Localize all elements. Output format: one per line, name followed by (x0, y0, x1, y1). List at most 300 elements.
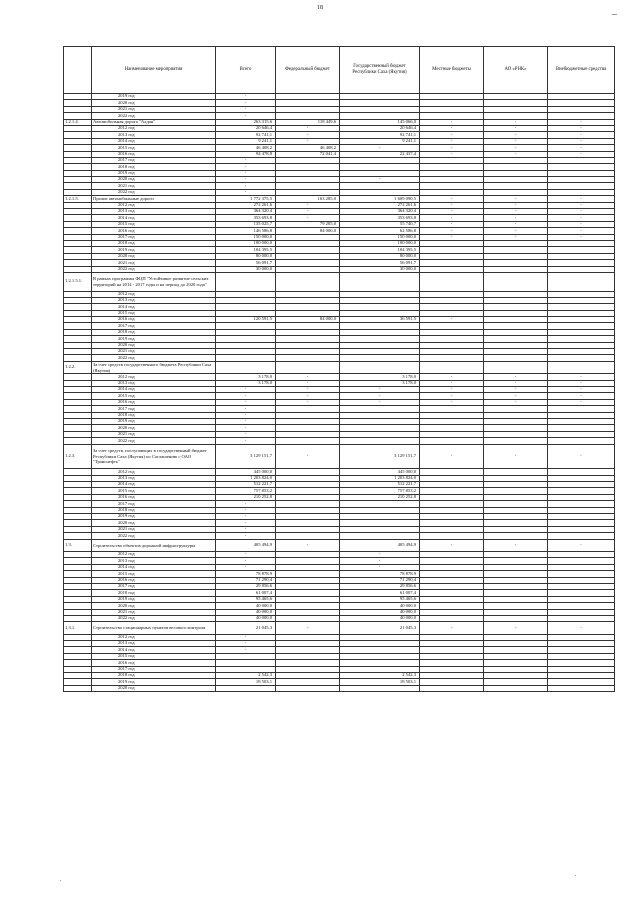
total-cell: - (216, 412, 276, 418)
offbudget-cell: - (548, 539, 615, 551)
republic-cell: 100 000,0 (340, 240, 420, 246)
year-label: 2021 год (92, 609, 216, 615)
total-cell: - (216, 552, 276, 558)
republic-cell: 40 000,0 (340, 615, 420, 621)
republic-cell: 21 045,3 (340, 622, 420, 634)
local-cell: - (420, 399, 484, 405)
local-cell: - (420, 125, 484, 131)
total-cell: - (216, 170, 276, 176)
total-cell: - (216, 526, 276, 532)
total-cell: 364 320,4 (216, 209, 276, 215)
republic-cell: 364 320,4 (340, 209, 420, 215)
year-label: 2017 год (92, 234, 216, 240)
year-label: 2015 год (92, 145, 216, 151)
federal-cell: - (276, 138, 340, 144)
total-cell: 210 252,8 (216, 494, 276, 500)
federal-cell: - (276, 125, 340, 131)
company-cell: - (484, 380, 548, 386)
total-cell: 1 203 824,0 (216, 475, 276, 481)
company-cell: - (484, 234, 548, 240)
year-label: 2013 год (92, 380, 216, 386)
company-cell: - (484, 399, 548, 405)
year-label: 2015 год (92, 653, 216, 659)
total-cell: 120 591,5 (216, 317, 276, 323)
local-cell: - (420, 380, 484, 386)
total-cell: 3 129 151,7 (216, 444, 276, 469)
total-cell: 150 000,0 (216, 234, 276, 240)
local-cell (420, 361, 484, 373)
offbudget-cell: - (548, 380, 615, 386)
republic-cell: - (340, 552, 420, 558)
total-cell: 3 178,0 (216, 380, 276, 386)
total-cell: - (216, 157, 276, 163)
year-label: 2022 год (92, 533, 216, 539)
header-total: Всего (216, 47, 276, 94)
total-cell: - (216, 514, 276, 520)
offbudget-cell: - (548, 221, 615, 227)
federal-cell: - (276, 374, 340, 380)
header-local: Местные бюджеты (420, 47, 484, 94)
year-label: 2012 год (92, 469, 216, 475)
total-cell: 3 178,0 (216, 374, 276, 380)
year-label: 2019 год (92, 418, 216, 424)
federal-cell: 163 285,0 (276, 196, 340, 202)
local-cell: - (420, 444, 484, 469)
year-label: 2018 год (92, 240, 216, 246)
total-cell: 29 856,6 (216, 583, 276, 589)
federal-cell (276, 361, 340, 373)
total-cell: - (216, 425, 276, 431)
company-cell: - (484, 215, 548, 221)
local-cell: - (420, 234, 484, 240)
local-cell: - (420, 215, 484, 221)
total-cell: 1 772 375,5 (216, 196, 276, 202)
year-label: 2019 год (92, 247, 216, 253)
total-cell: - (216, 520, 276, 526)
republic-cell (340, 685, 420, 691)
total-cell: - (216, 399, 276, 405)
header-republic: Государственный бюджет Республики Саха (Якутия) (340, 47, 420, 94)
republic-cell: - (340, 145, 420, 151)
republic-cell: - (340, 558, 420, 564)
federal-cell: - (276, 539, 340, 551)
total-cell: - (216, 647, 276, 653)
section-row (64, 272, 615, 291)
local-cell: - (420, 622, 484, 634)
offbudget-cell: - (548, 234, 615, 240)
local-cell: - (420, 202, 484, 208)
total-cell: 78 878,9 (216, 571, 276, 577)
year-label: 2013 год (92, 558, 216, 564)
offbudget-cell: - (548, 138, 615, 144)
republic-cell: 145 066,0 (340, 119, 420, 125)
local-cell: - (420, 196, 484, 202)
year-label: 2017 год (92, 666, 216, 672)
offbudget-cell: - (548, 209, 615, 215)
local-cell: - (420, 119, 484, 125)
item-number: 1.2.1.4. (64, 119, 92, 125)
total-cell: - (216, 106, 276, 112)
offbudget-cell: - (548, 399, 615, 405)
header-offbudget: Внебюджетные средства (548, 47, 615, 94)
local-cell: - (420, 145, 484, 151)
budget-table (63, 46, 615, 692)
local-cell: - (420, 387, 484, 393)
local-cell (420, 272, 484, 291)
total-cell: 104 395,5 (216, 247, 276, 253)
republic-cell: 61 007,4 (340, 590, 420, 596)
republic-cell: 150 000,0 (340, 234, 420, 240)
republic-cell: 95 465,6 (340, 596, 420, 602)
federal-cell: - (276, 380, 340, 386)
republic-cell: 1 609 090,5 (340, 196, 420, 202)
republic-cell: 30 000,0 (340, 266, 420, 272)
year-label: 2022 год (92, 113, 216, 119)
federal-cell: 46 408,2 (276, 145, 340, 151)
year-label: 2016 год (92, 494, 216, 500)
page-number: 18 (317, 5, 323, 11)
local-cell: - (420, 393, 484, 399)
offbudget-cell: - (548, 196, 615, 202)
year-label: 2020 год (92, 685, 216, 691)
item-number: 1.3. (64, 539, 92, 551)
federal-cell (276, 685, 340, 691)
republic-cell: 78 878,9 (340, 571, 420, 577)
republic-cell: 18 503,1 (340, 679, 420, 685)
local-cell: - (420, 151, 484, 157)
offbudget-cell: - (548, 622, 615, 634)
company-cell: - (484, 228, 548, 234)
federal-cell: - (276, 215, 340, 221)
total-cell: 40 000,0 (216, 609, 276, 615)
republic-cell: 80 000,0 (340, 253, 420, 259)
republic-cell: - (340, 177, 420, 183)
republic-cell: 3 178,0 (340, 374, 420, 380)
total-cell: - (216, 183, 276, 189)
republic-cell: 210 252,8 (340, 494, 420, 500)
republic-cell: 104 395,5 (340, 247, 420, 253)
year-label: 2016 год (92, 317, 216, 323)
total-cell: 46 408,2 (216, 145, 276, 151)
offbudget-cell: - (548, 132, 615, 138)
year-label: 2020 год (92, 425, 216, 431)
year-label: 2019 год (92, 170, 216, 176)
item-name: За счет средств, поступающих в государственный бюджет Республики Саха (Якутия) по Соглашению с ОАО "Транснефть" (92, 444, 216, 469)
republic-cell: 20 646,4 (340, 125, 420, 131)
total-cell: 2 542,3 (216, 673, 276, 679)
year-label: 2015 год (92, 221, 216, 227)
total-cell: 135 025,7 (216, 221, 276, 227)
republic-cell: 353 693,8 (340, 215, 420, 221)
year-label: 2013 год (92, 297, 216, 303)
item-number: 1.2.3. (64, 444, 92, 469)
year-label: 2017 год (92, 157, 216, 163)
section-row (64, 361, 615, 373)
year-label: 2019 год (92, 514, 216, 520)
local-cell: - (420, 132, 484, 138)
federal-cell: - (276, 622, 340, 634)
year-label: 2016 год (92, 228, 216, 234)
year-label: 2021 год (92, 349, 216, 355)
company-cell: - (484, 539, 548, 551)
company-cell (484, 272, 548, 291)
company-cell: - (484, 196, 548, 202)
republic-cell: 3 178,0 (340, 380, 420, 386)
item-name: Автомобильная дорога "Алдан" (92, 119, 216, 125)
total-cell: 95 465,6 (216, 596, 276, 602)
year-label: 2016 год (92, 399, 216, 405)
item-name: В рамках программы ФЦП "Устойчивое развитие сельских территорий на 2014 - 2017 годы и на период до 2020 года" (92, 272, 216, 291)
year-label: 2016 год (92, 577, 216, 583)
local-cell: - (420, 221, 484, 227)
total-cell: - (216, 641, 276, 647)
republic-cell: 22 437,4 (340, 151, 420, 157)
total-cell: 56 091,7 (216, 260, 276, 266)
year-label: 2021 год (92, 260, 216, 266)
republic-cell: 1 203 824,0 (340, 475, 420, 481)
year-label: 2019 год (92, 336, 216, 342)
year-label: 2015 год (92, 310, 216, 316)
offbudget-cell: - (548, 151, 615, 157)
item-number: 1.2.2. (64, 361, 92, 373)
company-cell: - (484, 387, 548, 393)
item-number: 1.3.1. (64, 622, 92, 634)
local-cell: - (420, 539, 484, 551)
year-label: 2014 год (92, 482, 216, 488)
item-name: Строительство объектов дорожной инфраструктуры (92, 539, 216, 551)
offbudget-cell (548, 361, 615, 373)
total-cell: - (216, 431, 276, 437)
year-label: 2014 год (92, 564, 216, 570)
year-label: 2022 год (92, 355, 216, 361)
company-cell: - (484, 622, 548, 634)
total-cell: - (216, 501, 276, 507)
year-label: 2016 год (92, 660, 216, 666)
republic-cell: 2 542,3 (340, 673, 420, 679)
header-federal: Федеральный бюджет (276, 47, 340, 94)
item-number: 1.2.1.5. (64, 196, 92, 202)
total-cell: 20 646,4 (216, 125, 276, 131)
company-cell: - (484, 145, 548, 151)
federal-cell: - (276, 202, 340, 208)
year-label: 2021 год (92, 183, 216, 189)
scan-mark (60, 880, 61, 881)
federal-cell: 84 000,0 (276, 228, 340, 234)
offbudget-cell: - (548, 228, 615, 234)
total-cell: - (216, 189, 276, 195)
republic-cell: 56 091,7 (340, 260, 420, 266)
year-label: 2014 год (92, 387, 216, 393)
federal-cell: 118 449,6 (276, 119, 340, 125)
offbudget-cell: - (548, 215, 615, 221)
year-label: 2013 год (92, 132, 216, 138)
year-label: 2022 год (92, 266, 216, 272)
federal-cell: - (276, 387, 340, 393)
year-label: 2017 год (92, 323, 216, 329)
company-cell: - (484, 209, 548, 215)
total-cell: 40 000,0 (216, 603, 276, 609)
year-label: 2022 год (92, 189, 216, 195)
year-label: 2013 год (92, 209, 216, 215)
total-cell: 18 503,1 (216, 679, 276, 685)
total-cell: - (216, 177, 276, 183)
year-label: 2022 год (92, 438, 216, 444)
local-cell: - (420, 317, 484, 323)
table-header-row (64, 47, 615, 94)
year-label: 2021 год (92, 431, 216, 437)
year-label: 2021 год (92, 526, 216, 532)
offbudget-cell: - (548, 119, 615, 125)
total-cell: - (216, 94, 276, 100)
item-number (64, 685, 92, 691)
total-cell: - (216, 113, 276, 119)
header-company: АО «РНК» (484, 47, 548, 94)
offbudget-cell (548, 272, 615, 291)
year-label: 2020 год (92, 342, 216, 348)
total-cell: - (216, 438, 276, 444)
federal-cell: - (276, 444, 340, 469)
offbudget-cell: - (548, 444, 615, 469)
year-label: 2018 год (92, 329, 216, 335)
republic-cell: 405 494,9 (340, 539, 420, 551)
republic-cell: 40 000,0 (340, 603, 420, 609)
year-label: 2014 год (92, 304, 216, 310)
total-cell: 94 478,8 (216, 151, 276, 157)
year-label: 2018 год (92, 164, 216, 170)
republic-cell: - (340, 399, 420, 405)
total-cell: 757 853,2 (216, 488, 276, 494)
federal-cell: - (276, 393, 340, 399)
republic-cell: 40 000,0 (340, 609, 420, 615)
year-label: 2020 год (92, 100, 216, 106)
section-row (64, 539, 615, 551)
republic-cell: - (340, 387, 420, 393)
federal-cell: 72 041,4 (276, 151, 340, 157)
total-cell: 30 000,0 (216, 266, 276, 272)
year-label: 2022 год (92, 615, 216, 621)
header-name: Наименование мероприятия (92, 47, 216, 94)
republic-cell: 71 290,4 (340, 577, 420, 583)
total-cell: - (216, 507, 276, 513)
total-cell: 9 241,1 (216, 138, 276, 144)
offbudget-cell: - (548, 202, 615, 208)
total-cell: 445 000,0 (216, 469, 276, 475)
republic-cell (340, 361, 420, 373)
year-label: 2012 год (92, 552, 216, 558)
republic-cell: 3 129 151,7 (340, 444, 420, 469)
year-label: 2017 год (92, 501, 216, 507)
year-label: 2013 год (92, 475, 216, 481)
offbudget-cell: - (548, 393, 615, 399)
item-number: 1.2.1.5.1. (64, 272, 92, 291)
total-cell: - (216, 387, 276, 393)
total-cell: 146 586,8 (216, 228, 276, 234)
republic-cell: 512 221,7 (340, 482, 420, 488)
year-label: 2019 год (92, 596, 216, 602)
company-cell: - (484, 138, 548, 144)
offbudget-cell: - (548, 387, 615, 393)
total-cell: - (216, 406, 276, 412)
year-label: 2018 год (92, 507, 216, 513)
republic-cell: - (340, 393, 420, 399)
year-label: 2012 год (92, 125, 216, 131)
federal-cell: 79 285,0 (276, 221, 340, 227)
total-cell: - (216, 418, 276, 424)
total-cell: 512 221,7 (216, 482, 276, 488)
year-label: 2015 год (92, 571, 216, 577)
total-cell (216, 361, 276, 373)
total-cell: 61 007,4 (216, 590, 276, 596)
year-label: 2014 год (92, 215, 216, 221)
year-label: 2018 год (92, 412, 216, 418)
company-cell: - (484, 132, 548, 138)
year-label: 2020 год (92, 177, 216, 183)
year-label: 2020 год (92, 603, 216, 609)
republic-cell: 9 241,1 (340, 138, 420, 144)
offbudget-cell: - (548, 374, 615, 380)
total-cell (216, 685, 276, 691)
offbudget-cell (548, 685, 615, 691)
federal-cell: - (276, 209, 340, 215)
year-label: 2016 год (92, 151, 216, 157)
total-cell: 263 315,6 (216, 119, 276, 125)
total-cell: 40 000,0 (216, 615, 276, 621)
year-label: 2021 год (92, 106, 216, 112)
republic-cell: 62 586,8 (340, 228, 420, 234)
year-label: 2013 год (92, 641, 216, 647)
federal-cell: - (276, 399, 340, 405)
total-cell: - (216, 533, 276, 539)
year-label: 2012 год (92, 634, 216, 640)
year-label: 2015 год (92, 488, 216, 494)
section-row (64, 622, 615, 634)
company-cell: - (484, 374, 548, 380)
company-cell: - (484, 151, 548, 157)
year-label: 2012 год (92, 202, 216, 208)
total-cell: 80 000,0 (216, 253, 276, 259)
republic-cell: 445 000,0 (340, 469, 420, 475)
scan-mark (612, 14, 617, 15)
republic-cell: 29 856,6 (340, 583, 420, 589)
republic-cell: - (340, 564, 420, 570)
total-cell: 405 494,9 (216, 539, 276, 551)
total-cell: 92 741,1 (216, 132, 276, 138)
company-cell: - (484, 444, 548, 469)
year-label: 2019 год (92, 679, 216, 685)
federal-cell (276, 272, 340, 291)
local-cell: - (420, 138, 484, 144)
offbudget-cell: - (548, 145, 615, 151)
federal-cell: 84 000,0 (276, 317, 340, 323)
total-cell: - (216, 558, 276, 564)
item-name: За счет средств государственного бюджета Республики Саха (Якутия) (92, 361, 216, 373)
year-label: 2017 год (92, 406, 216, 412)
section-row (64, 444, 615, 469)
year-label: 2014 год (92, 138, 216, 144)
total-cell: 21 045,3 (216, 622, 276, 634)
total-cell: - (216, 393, 276, 399)
total-cell: - (216, 634, 276, 640)
total-cell: - (216, 100, 276, 106)
item-name: Прочие автомобильные дороги (92, 196, 216, 202)
republic-cell: 272 261,6 (340, 202, 420, 208)
year-label: 2017 год (92, 583, 216, 589)
local-cell: - (420, 209, 484, 215)
item-name: Строительство стационарных пунктов весового контроля (92, 622, 216, 634)
total-cell (216, 272, 276, 291)
total-cell: - (216, 164, 276, 170)
offbudget-cell: - (548, 125, 615, 131)
